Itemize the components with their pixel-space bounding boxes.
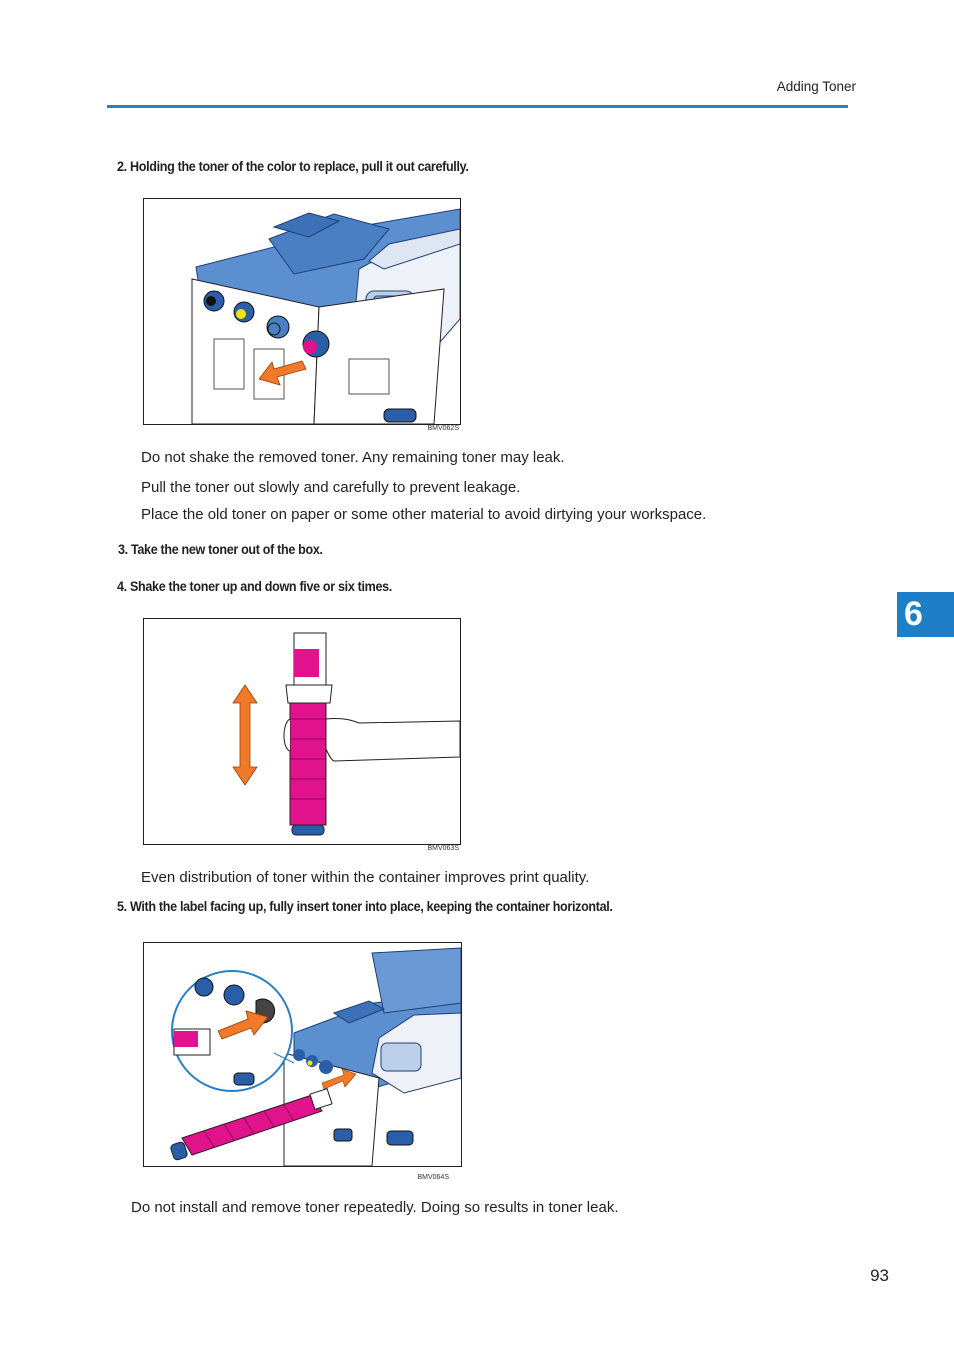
figure-3-code: BMV064S <box>417 1174 449 1181</box>
page-number: 93 <box>870 1266 889 1285</box>
step-3-heading: 3. Take the new toner out of the box. <box>118 542 323 557</box>
double-arrow-icon <box>233 685 257 785</box>
note-do-not-shake: Do not shake the removed toner. Any remaining toner may leak. <box>141 449 565 466</box>
figure-shake-toner <box>143 618 461 845</box>
note-pull-slowly: Pull the toner out slowly and carefully to prevent leakage. <box>141 479 521 496</box>
header-rule <box>107 105 848 108</box>
step-2-heading: 2. Holding the toner of the color to replace, pull it out carefully. <box>117 159 469 174</box>
note-place-old-toner: Place the old toner on paper or some other material to avoid dirtying your workspace. <box>141 506 707 523</box>
note-do-not-repeat: Do not install and remove toner repeatedly. Doing so results in toner leak. <box>131 1199 619 1216</box>
note-even-distribution: Even distribution of toner within the container improves print quality. <box>141 869 590 886</box>
insert-toner-illustration <box>144 943 461 1166</box>
step-5-heading: 5. With the label facing up, fully insert toner into place, keeping the container horizontal. <box>117 899 613 914</box>
chapter-tab: 6 <box>897 592 954 637</box>
figure-insert-toner <box>143 942 462 1167</box>
step-4-heading: 4. Shake the toner up and down five or six times. <box>117 579 392 594</box>
figure-2-code: BMV063S <box>427 845 459 852</box>
printer-pull-toner-illustration <box>144 199 460 424</box>
running-header: Adding Toner <box>776 79 856 94</box>
figure-pull-toner <box>143 198 461 425</box>
shake-toner-illustration <box>144 619 460 844</box>
figure-1-code: BMV062S <box>427 425 459 432</box>
